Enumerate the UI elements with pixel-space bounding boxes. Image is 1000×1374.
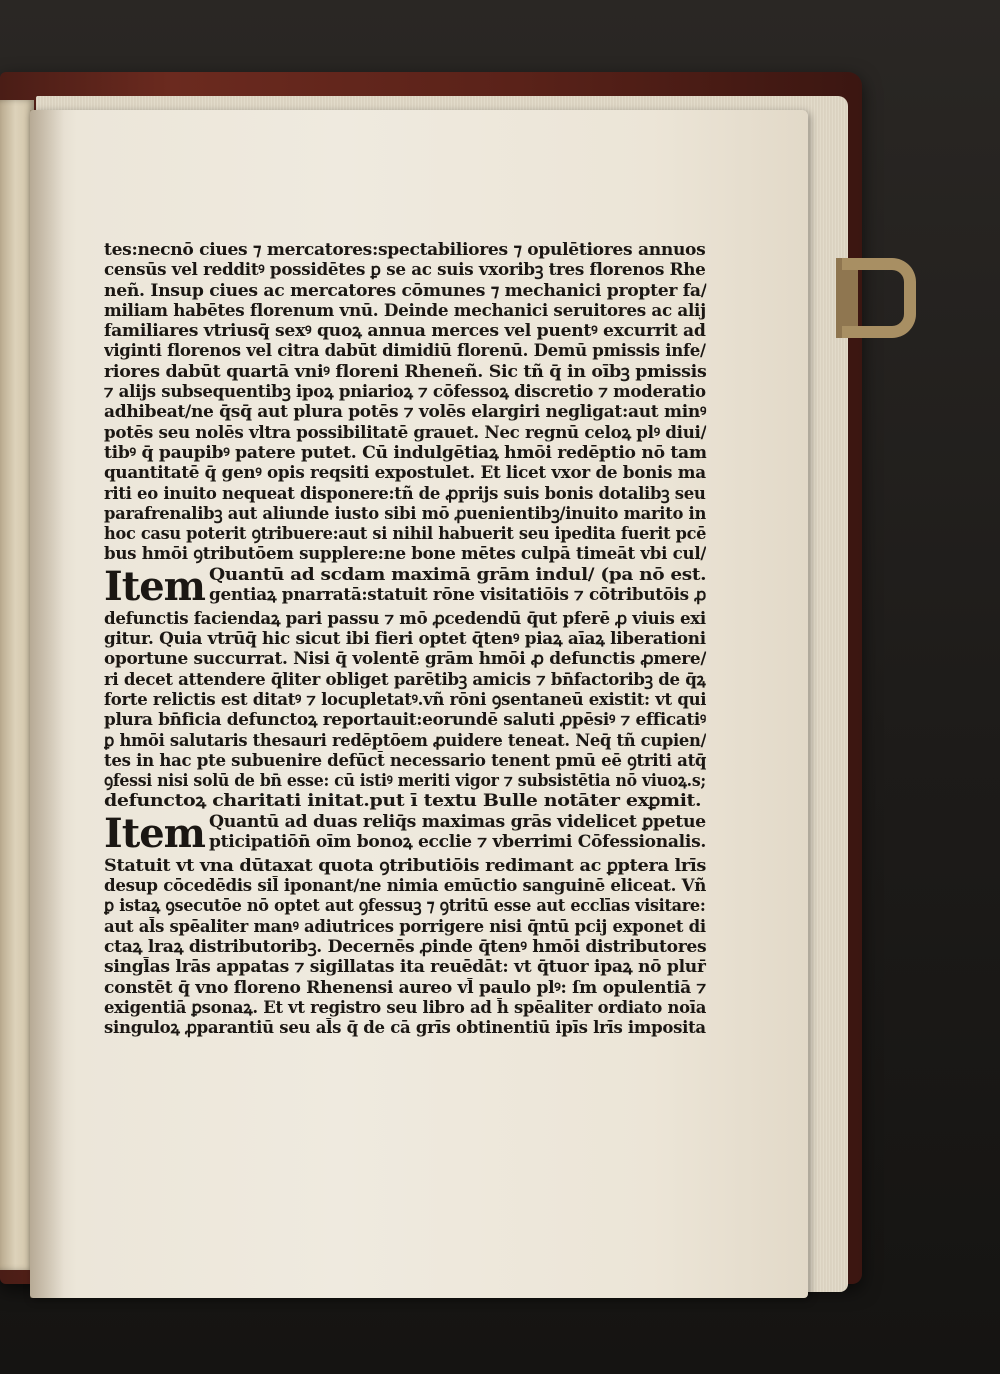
left-page-edge [0, 100, 34, 1270]
text-line: censūs vel redditꝰ possidētes ꝑ se ac suis vxoribꝫ tres florenos Rhe [104, 260, 706, 280]
text-line: constēt q̄ vno floreno Rhenensi aureo vl̄ paulo plꝰ: ſm opulentiā ⁊ [104, 977, 706, 997]
paragraph-second [104, 605, 706, 811]
text-line: quantitatē q̄ genꝰ opis reqsiti expostulet. Et licet vxor de bonis ma [104, 463, 706, 483]
text-line: defunctoꝝ charitati initat.put ī textu Bulle notāter exꝑmit. [104, 791, 702, 811]
text-line: bus hmōi ꝯtributōem supplere:ne bone mētes culpā timeāt vbi cul/ [104, 544, 707, 564]
text-line: oportune succurrat. Nisi q̄ volentē grām hmōi ꝓ defunctis ꝓmere/ [104, 649, 707, 669]
text-line: parafrenalibꝫ aut aliunde iusto sibi mō ꝓuenientibꝫ/inuito marito in [104, 503, 707, 523]
text-line: ⁊ alijs subsequentibꝫ ipoꝝ pniarioꝝ ⁊ cōfessoꝝ discretio ⁊ moderatio [104, 382, 706, 402]
text-line: ꝯfessi nisi solū de bn̄ esse: cū istiꝰ meriti vigor ⁊ subsistētia nō viuoꝝ.s; [104, 771, 706, 791]
text-line: gentiaꝝ pnarratā:statuit rōne visitatiōis ⁊ cōtributōis ꝓ [208, 585, 707, 605]
text-line: defunctis faciendaꝝ pari passu ⁊ mō ꝓcedendū q̄ut pferē ꝓ viuis exi [104, 608, 706, 628]
text-line: potēs seu nolēs vltra possibilitatē grauet. Nec regnū celoꝝ plꝰ diui/ [104, 422, 707, 442]
text-line: adhibeat/ne q̄sq̄ aut plura potēs ⁊ volēs elargiri negligat:aut minꝰ [104, 402, 707, 422]
text-line: forte relictis est ditatꝰ ⁊ locupletatꝰ.vñ rōni ꝯsentaneū existit: vt qui [104, 689, 707, 709]
text-line: singuloꝝ ꝓparantiū seu al̄s q̄ de cā grīs obtinentiū ipīs lrīs imposita [104, 1018, 706, 1038]
text-line: miliam habētes florenum vnū. Deinde mechanici seruitores ac alij [104, 300, 706, 320]
text-line: hoc casu poterit ꝯtribuere:aut si nihil habuerit seu ipedita fuerit pcē [104, 524, 707, 544]
paragraph-opening [104, 240, 706, 565]
text-line: riores dabūt quartā vniꝰ floreni Rheneñ. Sic tñ q̄ in oībꝫ pmissis [104, 361, 707, 381]
text-line: Statuit vt vna dūtaxat quota ꝯtributiōis redimant ac ꝑptera lrīs [104, 855, 707, 875]
text-line: Quantū ad scdam maximā grām indul/ (pa nō est. [208, 564, 707, 584]
text-line: gitur. Quia vtrūq̄ hic sicut ibi fieri optet q̄tenꝰ piaꝝ aīaꝝ liberationi [104, 629, 706, 649]
text-line: plura bn̄ficia defunctoꝝ reportauit:eorundē saluti ꝓpēsiꝰ ⁊ efficatiꝰ [104, 710, 707, 730]
text-line: familiares vtriusq̄ sexꝰ quoꝝ annua merces vel puentꝰ excurrit ad [104, 321, 706, 341]
text-line: ctaꝝ lraꝝ distributoribꝫ. Decernēs ꝓinde q̄tenꝰ hmōi distributores [104, 936, 707, 956]
text-line: pticipatiōn̄ oīm bonoꝝ ecclie ⁊ vberrimi Cōfessionalis. [208, 832, 707, 852]
text-line: desup cōcedēdis sil̄ iponant/ne nimia emūctio sanguinē eliceat. Vñ [104, 876, 706, 896]
text-line: viginti florenos vel citra dabūt dimidiū florenū. Demū pmissis infe/ [104, 341, 706, 361]
text-line: Quantū ad duas reliq̄s maximas grās videlicet ꝑpetue [208, 811, 706, 831]
text-line: ꝑ istaꝝ ꝯsecutōe nō optet aut ꝯfessuꝫ ⁊ ꝯtritū esse aut ecclīas visitare: [104, 896, 706, 916]
page-gutter-shadow [30, 110, 64, 1298]
item-section-1 [104, 562, 707, 610]
text-line: neñ. Insup ciues ac mercatores cōmunes ⁊ mechanici propter fa/ [104, 280, 707, 300]
item-section-2 [104, 809, 707, 857]
item-initial: Item [104, 809, 205, 857]
book-clasp [842, 258, 916, 338]
text-line: riti eo inuito nequeat disponere:tñ de ꝓprijs suis bonis dotalibꝫ seu [104, 483, 706, 503]
item-initial: Item [104, 562, 205, 610]
text-line: aut al̄s spēaliter manꝰ adiutrices porrigere nisi q̄ntū pcij exponet di [104, 916, 706, 936]
text-line: exigentiā ꝑsonaꝝ. Et vt registro seu libro ad h̄ spēaliter ordiato noīa [104, 997, 707, 1017]
text-line: singl̄as lrās appatas ⁊ sigillatas ita reuēdāt: vt q̄tuor ipaꝝ nō plur̄ [104, 957, 706, 977]
paragraph-third [104, 852, 706, 1038]
text-line: ꝑ hmōi salutaris thesauri redēptōem ꝓuidere teneat. Neq̄ tñ cupien/ [104, 730, 707, 750]
page-text [104, 240, 706, 1038]
text-line: ri decet attendere q̄liter obliget parētibꝫ amicis ⁊ bn̄factoribꝫ de q̄ꝝ [104, 669, 706, 689]
text-line: tes in hac pte subuenire defūct̄ necessario tenent pmū eē ꝯtriti atq̄ [104, 750, 707, 770]
text-line: tes:necnō ciues ⁊ mercatores:spectabiliores ⁊ opulētiores annuos [104, 240, 706, 259]
text-line: tibꝰ q̄ paupibꝰ patere putet. Cū indulgētiaꝝ hmōi redēptio nō tam [104, 442, 707, 462]
